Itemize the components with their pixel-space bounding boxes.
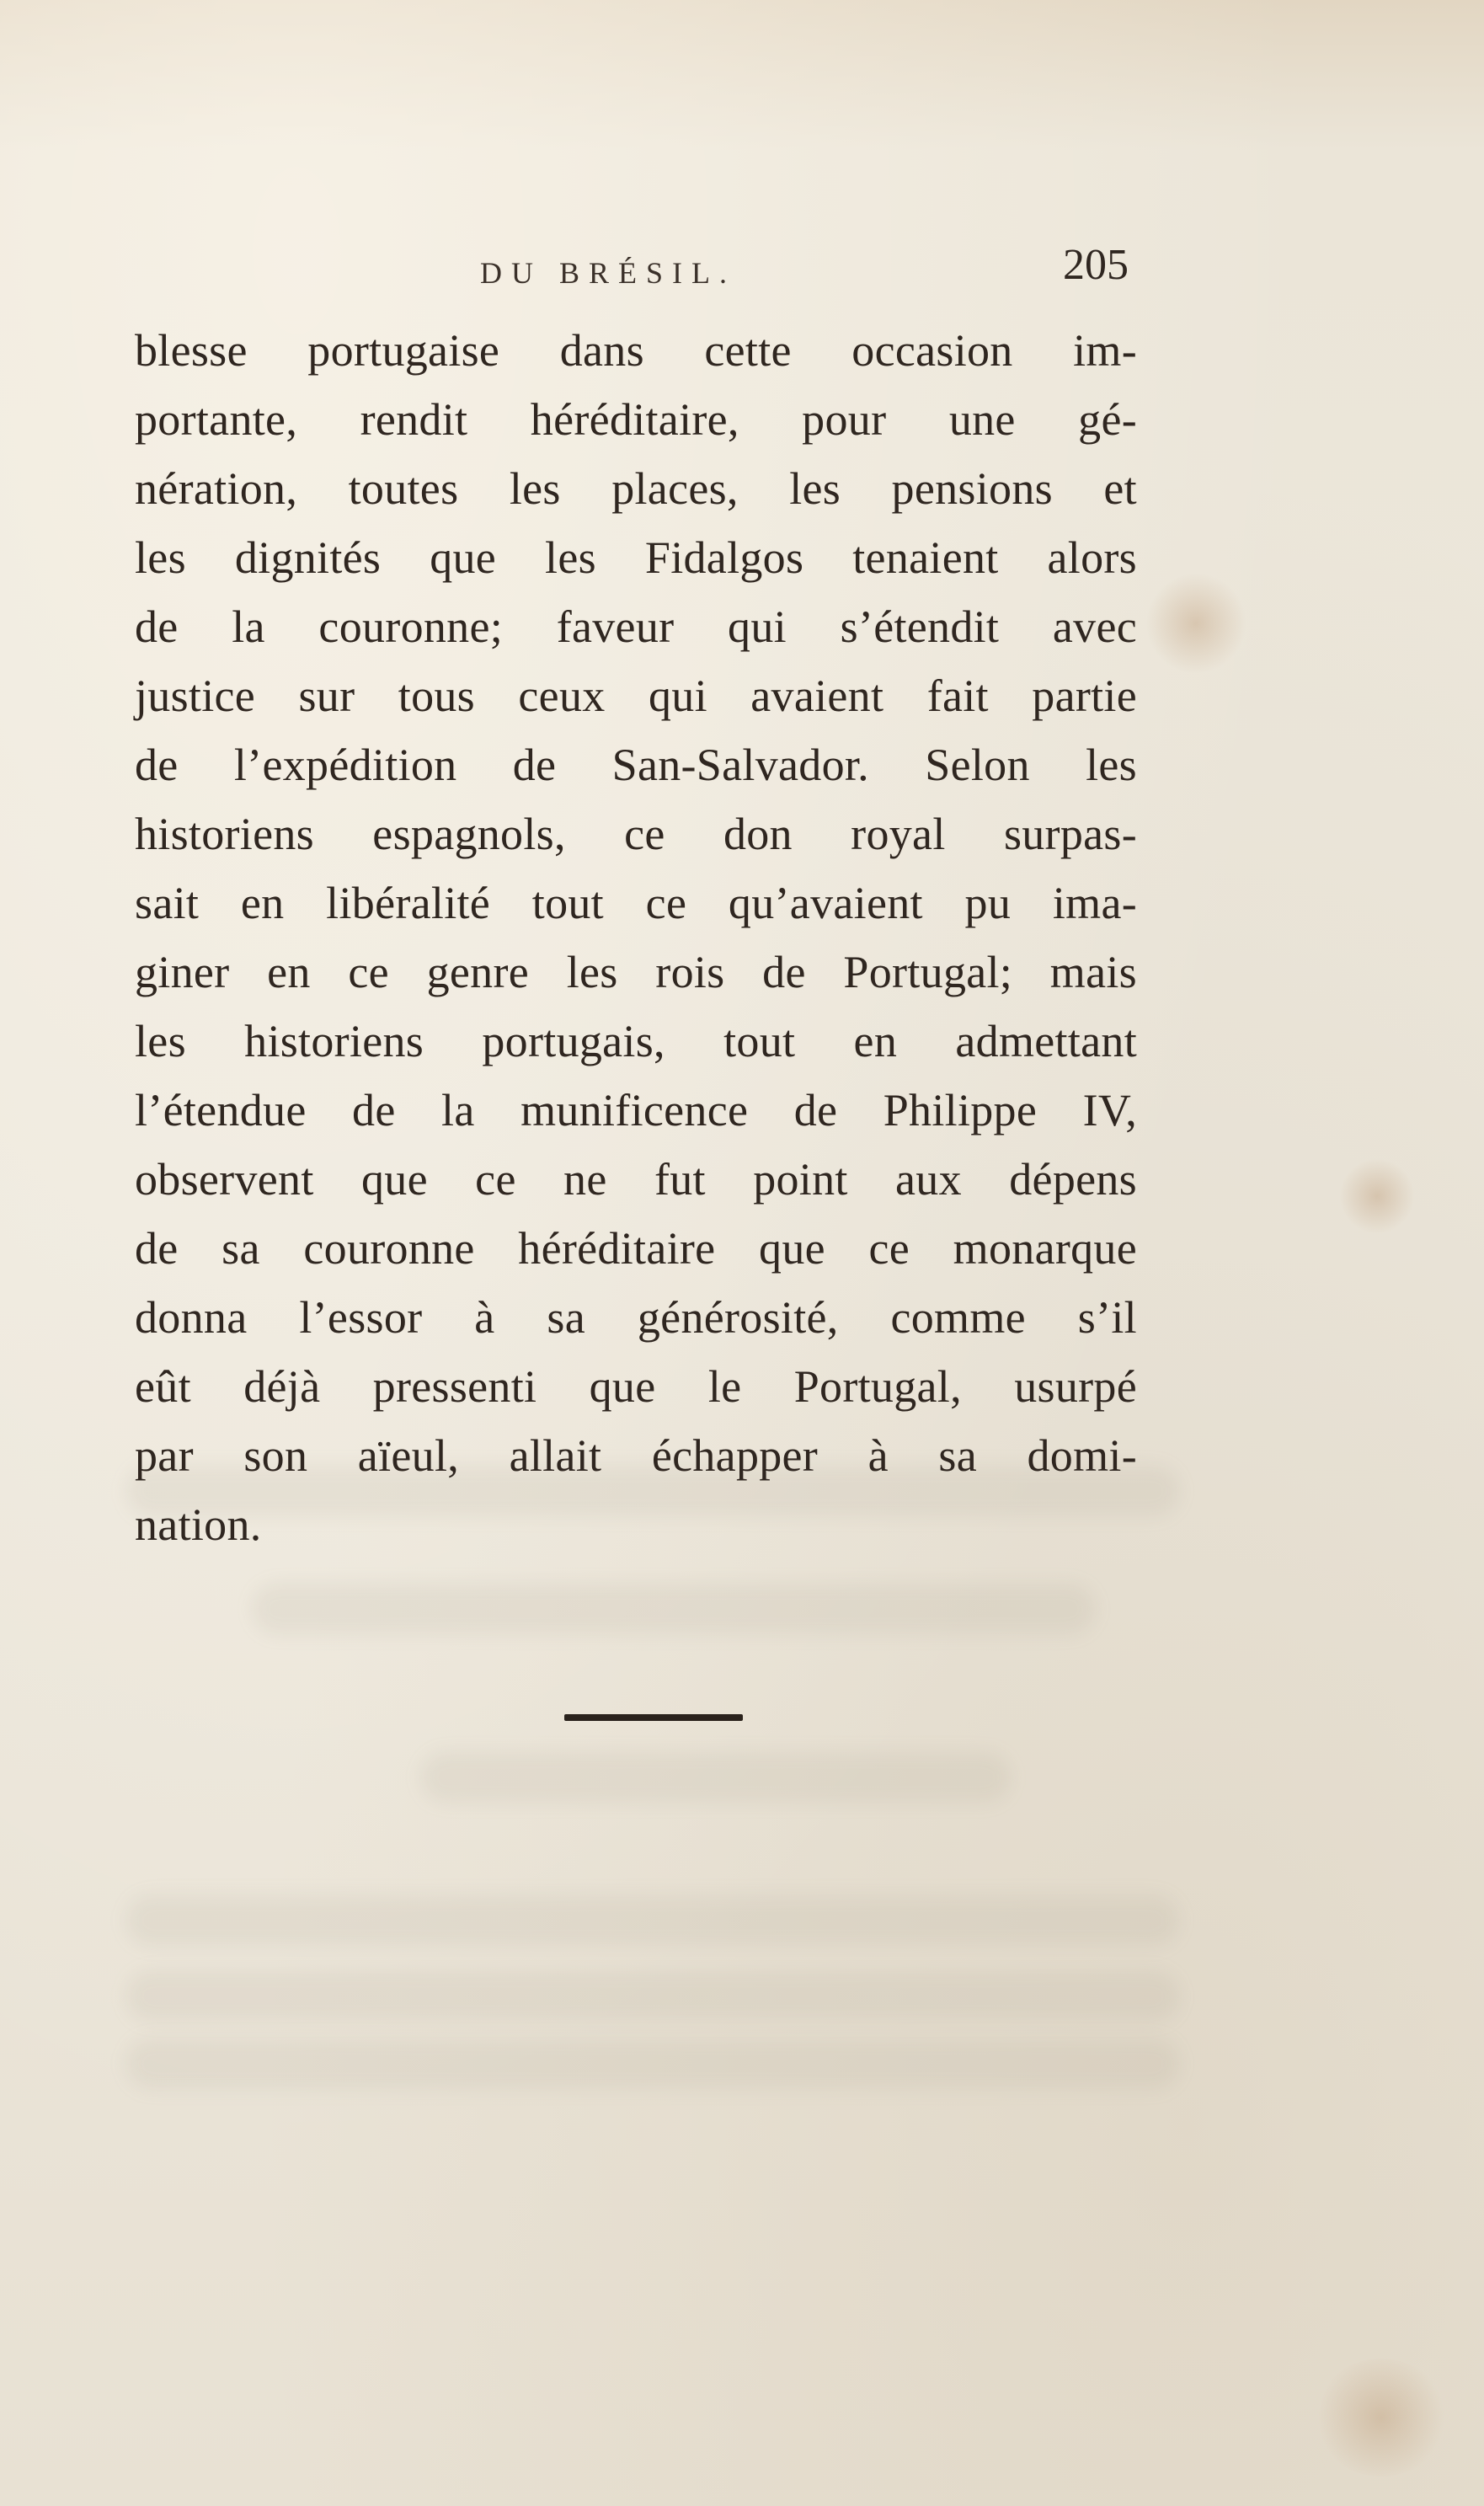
show-through-text xyxy=(126,1971,1179,2022)
text-line: nération, toutes les places, les pensions et xyxy=(135,463,1137,514)
show-through-text xyxy=(126,2038,1179,2089)
text-line: de l’expédition de San-Salvador. Selon les xyxy=(135,740,1137,790)
text-line: donna l’essor à sa générosité, comme s’il xyxy=(135,1292,1137,1343)
text-line: les historiens portugais, tout en admettant xyxy=(135,1016,1137,1066)
page-number: 205 xyxy=(1063,241,1129,289)
text-line: justice sur tous ceux qui avaient fait partie xyxy=(135,671,1137,721)
text-line: giner en ce genre les rois de Portugal; mais xyxy=(135,947,1137,997)
text-line: l’étendue de la munificence de Philippe IV, xyxy=(135,1085,1137,1135)
text-line: de sa couronne héréditaire que ce monarque xyxy=(135,1223,1137,1274)
text-line: par son aïeul, allait échapper à sa domi- xyxy=(135,1430,1137,1481)
text-line: historiens espagnols, ce don royal surpas- xyxy=(135,809,1137,859)
show-through-text xyxy=(126,1895,1179,1946)
text-line: sait en libéralité tout ce qu’avaient pu ima- xyxy=(135,878,1137,928)
text-line: observent que ce ne fut point aux dépens xyxy=(135,1154,1137,1205)
text-line: de la couronne; faveur qui s’étendit avec xyxy=(135,601,1137,652)
text-line: eût déjà pressenti que le Portugal, usurpé xyxy=(135,1361,1137,1412)
show-through-text xyxy=(253,1584,1095,1634)
page-header xyxy=(135,240,1137,299)
text-line: nation. xyxy=(135,1499,262,1550)
foxing-stain xyxy=(1314,2359,1449,2477)
section-divider xyxy=(564,1714,743,1721)
text-line: portante, rendit héréditaire, pour une gé- xyxy=(135,394,1137,445)
text-line: blesse portugaise dans cette occasion im- xyxy=(135,325,1137,376)
running-title: DU BRÉSIL. xyxy=(480,256,737,290)
foxing-stain xyxy=(1145,573,1246,674)
foxing-stain xyxy=(1339,1158,1415,1234)
show-through-text xyxy=(421,1752,1011,1803)
body-text xyxy=(135,316,1137,1559)
text-line: les dignités que les Fidalgos tenaient alors xyxy=(135,532,1137,583)
